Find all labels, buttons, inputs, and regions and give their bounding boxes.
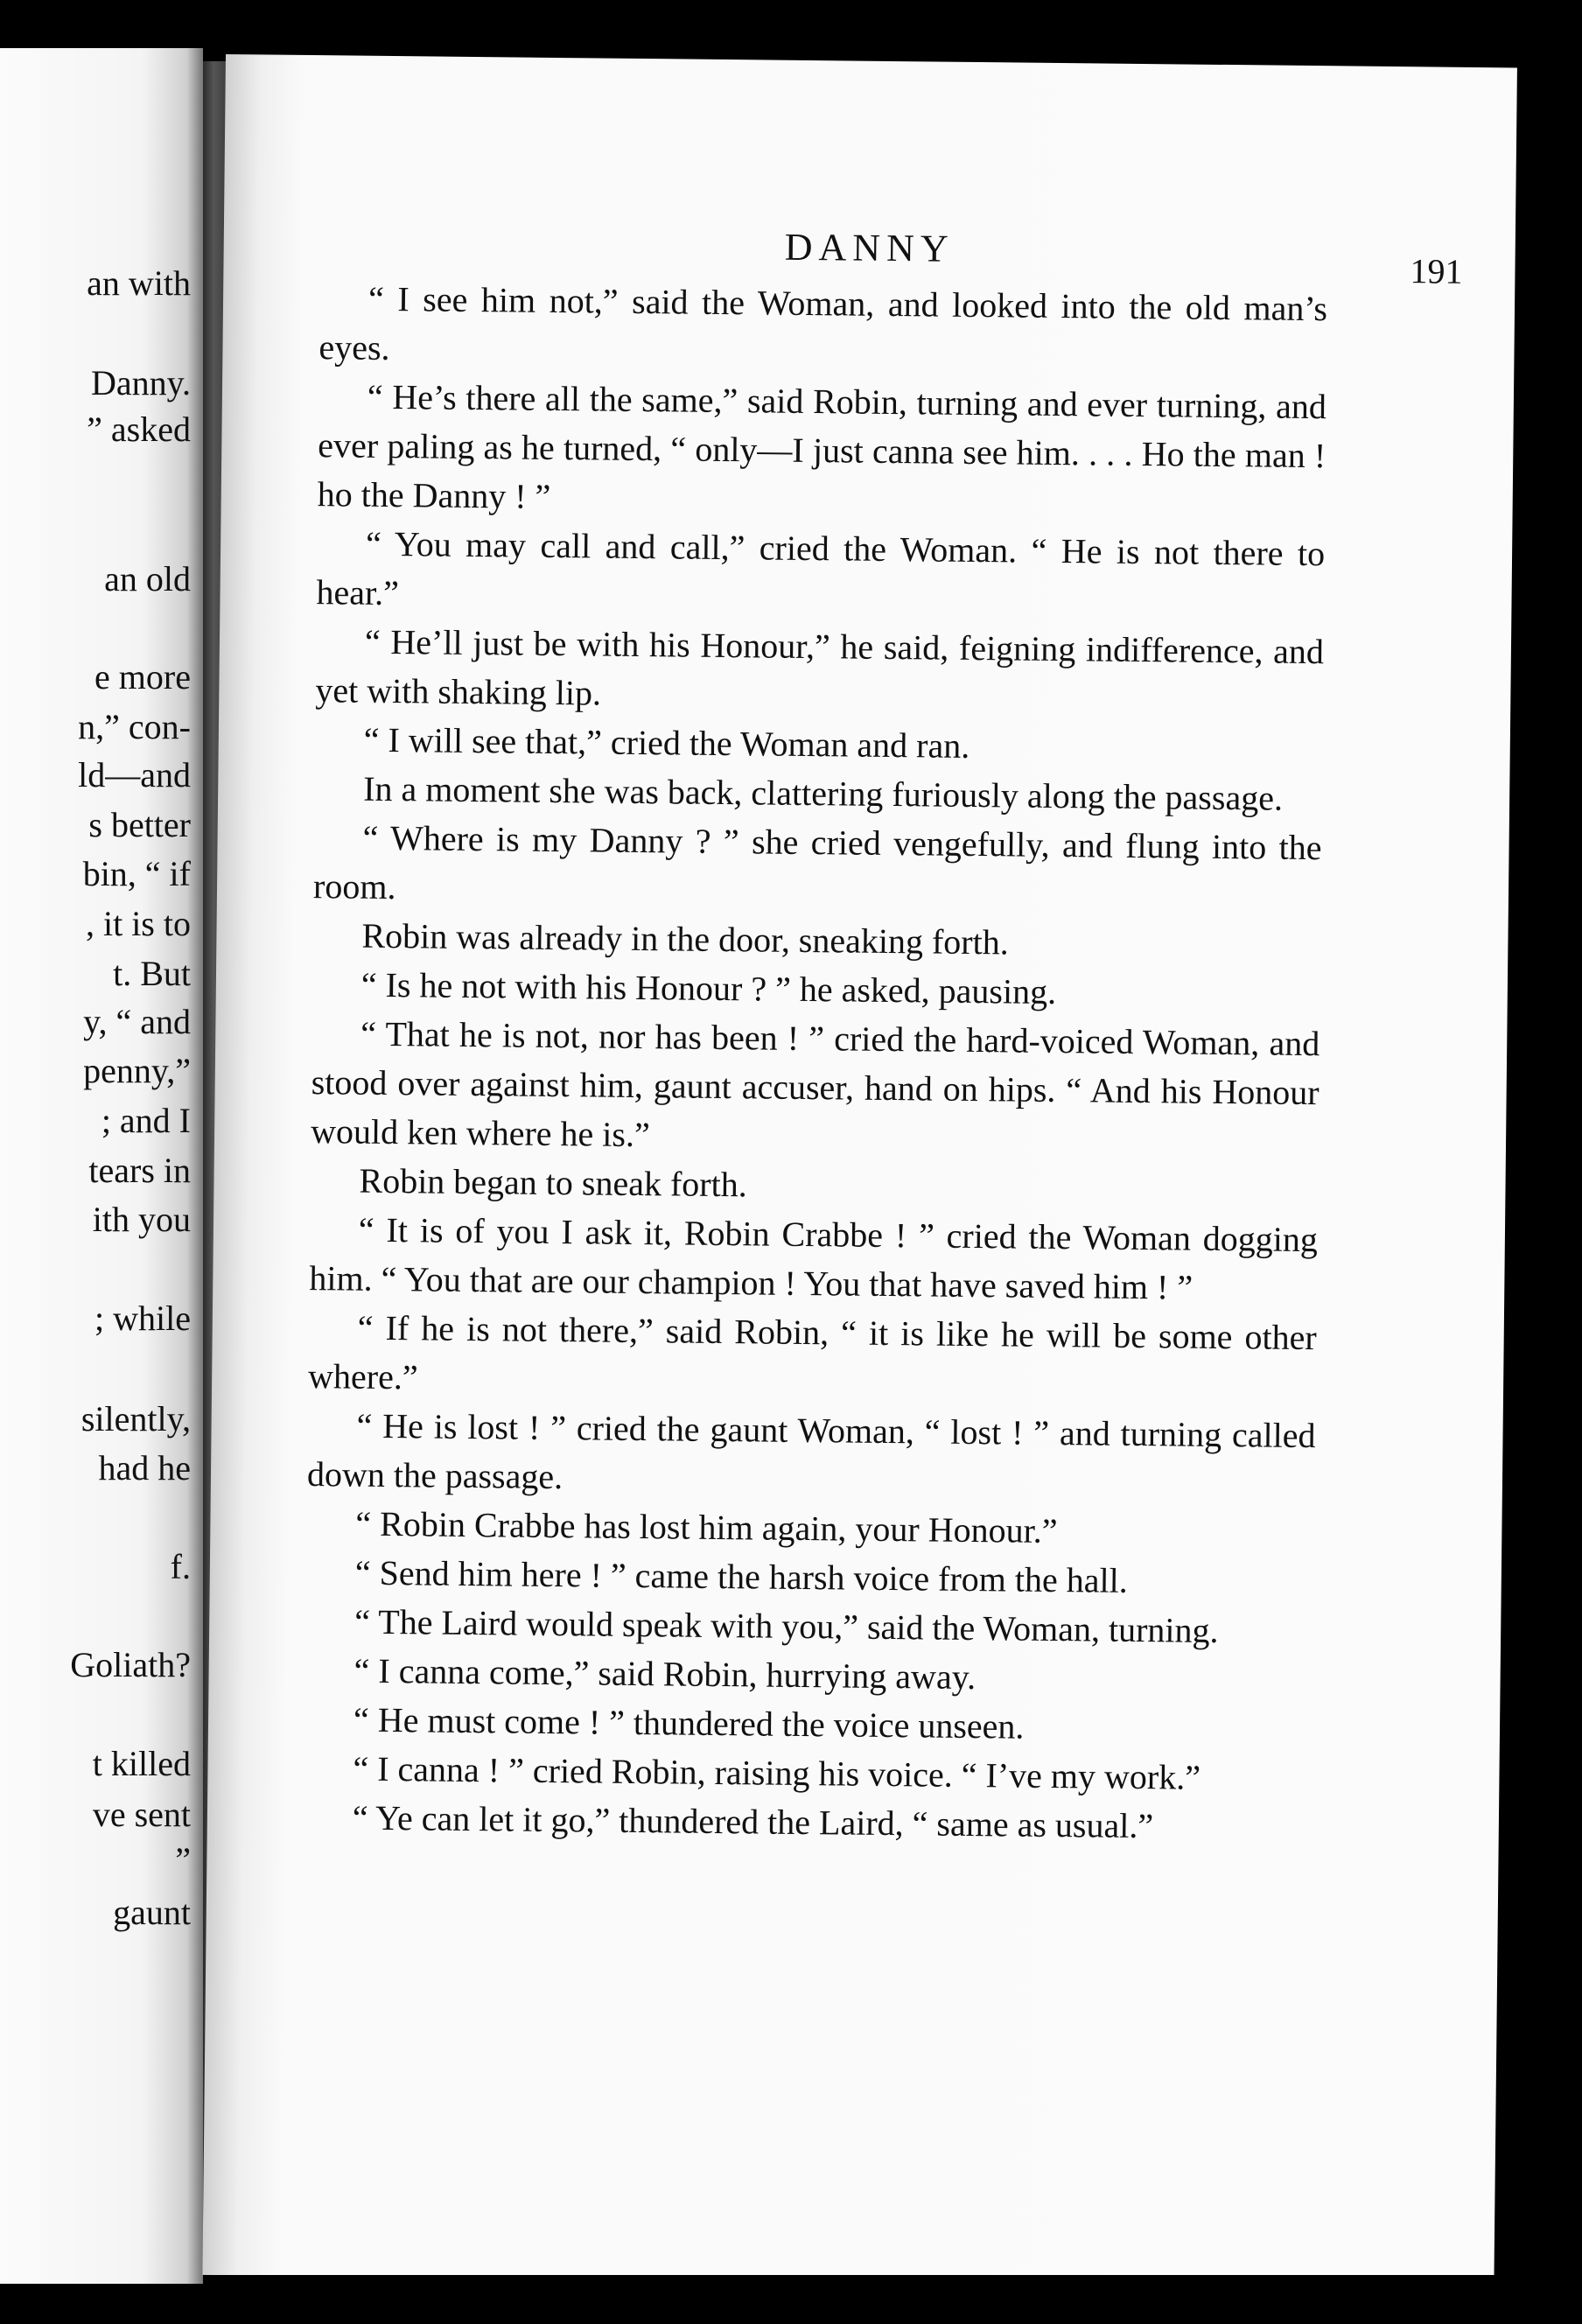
left-page-line: s better — [88, 805, 191, 844]
left-page-line: ve sent — [92, 1795, 191, 1834]
paragraph: “ Ye can let it go,” thundered the Laird, “ same as usual.” — [352, 1797, 1154, 1846]
left-page-line: an old — [104, 559, 191, 598]
paragraph: “ He’s there all the same,” said Robin, turning and ever turning, and ever paling as he turned, “ only—I just canna see him. . . . Ho the man ! ho the Danny ! ” — [317, 376, 1327, 516]
right-page — [202, 54, 1516, 2288]
bottom-shadow — [203, 2275, 1582, 2324]
left-page-line: Danny. — [90, 363, 191, 402]
left-page-line: tears in — [88, 1151, 191, 1190]
left-page-line: t. But — [113, 954, 191, 993]
left-page-line: ld—and — [78, 755, 191, 794]
paragraph: “ I see him not,” said the Woman, and looked into the old man’s eyes. — [318, 278, 1328, 368]
paragraph: “ It is of you I ask it, Robin Crabbe ! ” cried the Woman dogging him. “ You that are our champion ! You that have saved him ! ” — [309, 1209, 1319, 1307]
paragraph: “ Where is my Danny ? ” she cried vengefully, and flung into the room. — [312, 817, 1322, 907]
running-head: DANNY — [784, 225, 955, 270]
left-page-line: bin, “ if — [82, 854, 191, 893]
left-page-line: gaunt — [113, 1893, 191, 1932]
paragraph: Robin was already in the door, sneaking forth. — [361, 915, 1010, 962]
paragraph: “ Is he not with his Honour ? ” he asked, pausing. — [360, 964, 1057, 1012]
left-page-line: , it is to — [85, 904, 191, 943]
paragraph: “ Send him here ! ” came the harsh voice from the hall. — [354, 1552, 1129, 1600]
left-page-line: an with — [87, 263, 191, 303]
left-page-line: Goliath? — [70, 1645, 191, 1684]
left-page-line: e more — [94, 657, 191, 696]
paragraph: “ He must come ! ” thundered the voice unseen. — [353, 1699, 1025, 1746]
left-page-line: silently, — [80, 1399, 191, 1438]
left-page-line: t killed — [92, 1744, 191, 1783]
paragraph: “ I canna come,” said Robin, hurrying away. — [354, 1650, 976, 1698]
page-number: 191 — [1410, 251, 1463, 291]
paragraph: “ If he is not there,” said Robin, “ it is like he will be some other where.” — [307, 1307, 1317, 1397]
left-page-line: y, “ and — [83, 1002, 191, 1041]
left-page-line: f. — [170, 1547, 191, 1586]
paragraph: Robin began to sneak forth. — [359, 1160, 747, 1205]
left-page-line: ith you — [92, 1200, 191, 1239]
left-page-line: had he — [98, 1448, 191, 1488]
paragraph: “ I canna ! ” cried Robin, raising his voice. “ I’ve my work.” — [353, 1748, 1201, 1797]
left-page-line: ; while — [94, 1298, 191, 1338]
body-text — [304, 274, 1328, 1852]
left-page-line: penny,” — [83, 1051, 191, 1090]
left-page-line: ” — [175, 1840, 191, 1880]
paragraph: “ You may call and call,” cried the Woman. “ He is not there to hear.” — [316, 523, 1326, 613]
left-page-line: n,” con- — [78, 707, 191, 746]
paragraph: “ He’ll just be with his Honour,” he said, feigning indifference, and yet with shaking lip. — [315, 621, 1325, 713]
paragraph: “ That he is not, nor has been ! ” cried the hard-voiced Woman, and stood over against him, gaunt accuser, hand on hips. “ And his Honour would ken where he is.” — [310, 1013, 1320, 1155]
paragraph: “ Robin Crabbe has lost him again, your Honour.” — [355, 1503, 1058, 1551]
paragraph: “ He is lost ! ” cried the gaunt Woman, “ lost ! ” and turning called down the passage. — [306, 1405, 1316, 1497]
paragraph: “ I will see that,” cried the Woman and ran. — [363, 719, 970, 766]
left-page — [0, 48, 203, 2284]
left-page-line: ; and I — [101, 1101, 191, 1140]
paragraph: “ The Laird would speak with you,” said the Woman, turning. — [354, 1601, 1219, 1650]
paragraph: In a moment she was back, clattering furiously along the passage. — [362, 768, 1284, 818]
left-page-line: ” asked — [87, 410, 191, 449]
